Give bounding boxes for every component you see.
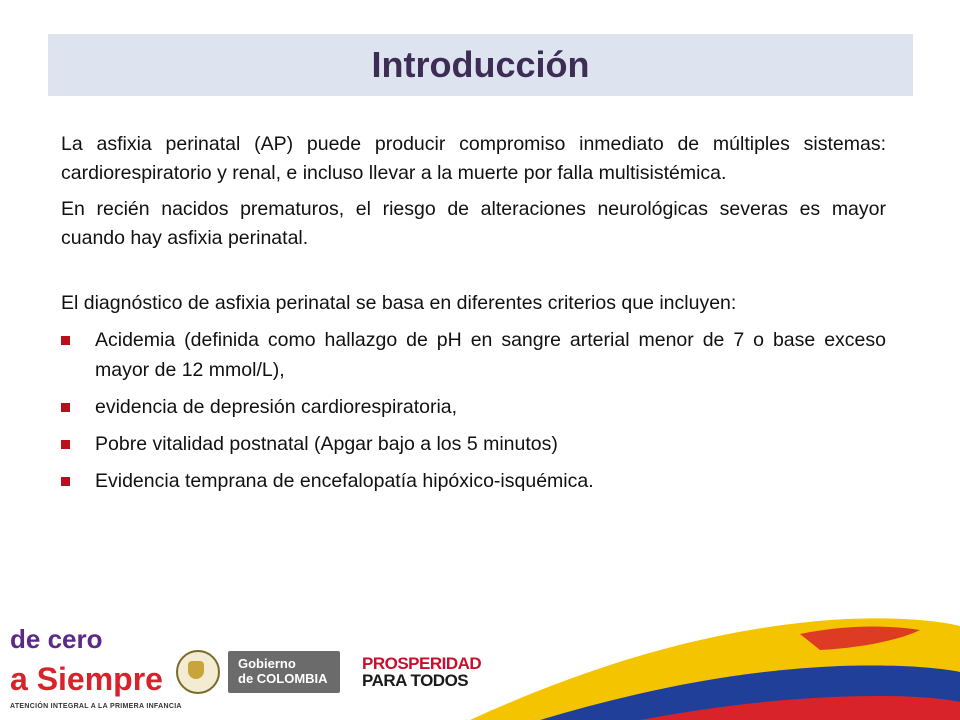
gobierno-line2: de COLOMBIA [238, 671, 328, 686]
list-item-text: Evidencia temprana de encefalopatía hipóxico-isquémica. [95, 470, 594, 493]
criteria-list [61, 326, 886, 496]
logo-cero-line1: de cero [10, 624, 103, 654]
prosperidad-para-todos-logo [362, 655, 481, 689]
list-item [61, 326, 886, 385]
gobierno-de-colombia-logo [176, 650, 340, 694]
square-bullet-icon [61, 440, 70, 449]
de-cero-a-siempre-logo [8, 618, 168, 698]
paragraph-intro: La asfixia perinatal (AP) puede producir compromiso inmediato de múltiples sistemas: cardiorespiratorio y renal, e incluso llevar a la muerte por falla multisistémica. [61, 133, 886, 185]
list-item [61, 430, 886, 459]
square-bullet-icon [61, 403, 70, 412]
square-bullet-icon [61, 336, 70, 345]
paragraph-premature: En recién nacidos prematuros, el riesgo de alteraciones neurológicas severas es mayor cuando hay asfixia perinatal. [61, 197, 886, 249]
paragraph-diagnosis: El diagnóstico de asfixia perinatal se basa en diferentes criterios que incluyen: [61, 292, 737, 314]
list-item-text: Pobre vitalidad postnatal (Apgar bajo a los 5 minutos) [95, 433, 558, 455]
slide-title: Introducción [371, 44, 590, 85]
list-item [61, 467, 886, 496]
coat-of-arms-icon [176, 650, 220, 694]
title-bar [48, 34, 913, 96]
logo-cero-caption: ATENCIÓN INTEGRAL A LA PRIMERA INFANCIA [10, 703, 182, 710]
list-item-text: evidencia de depresión cardiorespiratoria, [95, 395, 458, 418]
prosperidad-line2: PARA TODOS [362, 671, 469, 690]
square-bullet-icon [61, 477, 70, 486]
gobierno-line1: Gobierno [238, 656, 296, 672]
list-item [61, 393, 886, 422]
slide-content [61, 130, 886, 497]
gobierno-box [228, 651, 340, 693]
logo-cero-line2: a Siempre [10, 661, 163, 697]
prosperidad-line1: PROSPERIDAD [362, 654, 482, 673]
list-item-text: Acidemia (definida como hallazgo de pH en sangre arterial menor de 7 o base exceso mayor de 12 mmol/L), [95, 329, 886, 381]
